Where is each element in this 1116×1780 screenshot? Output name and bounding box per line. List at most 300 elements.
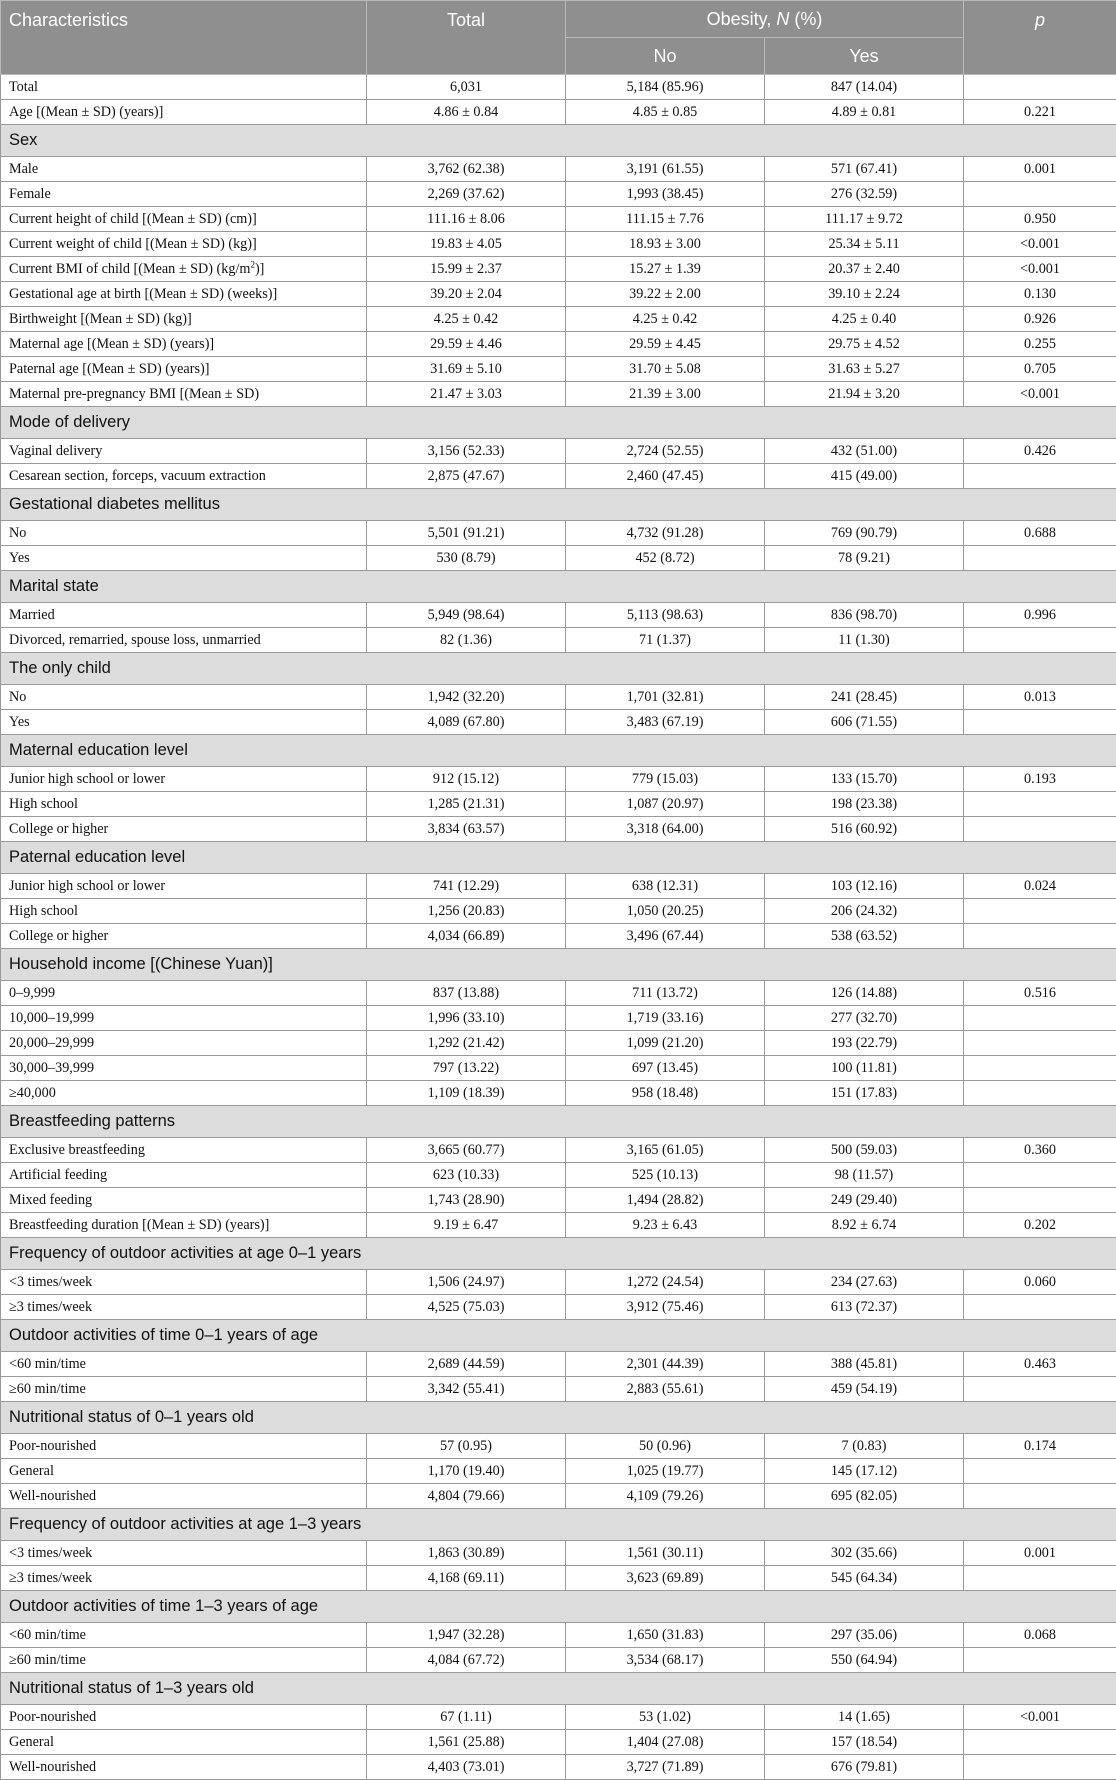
cell-no: 3,165 (61.05) bbox=[566, 1138, 765, 1163]
cell-yes: 29.75 ± 4.52 bbox=[765, 332, 964, 357]
cell-total: 3,762 (62.38) bbox=[367, 157, 566, 182]
cell-no: 2,883 (55.61) bbox=[566, 1377, 765, 1402]
cell-p: 0.202 bbox=[964, 1213, 1116, 1238]
cell-p: 0.950 bbox=[964, 207, 1116, 232]
cell-total: 1,109 (18.39) bbox=[367, 1081, 566, 1106]
cell-p: <0.001 bbox=[964, 232, 1116, 257]
cell-total: 57 (0.95) bbox=[367, 1434, 566, 1459]
section-label: Nutritional status of 1–3 years old bbox=[1, 1673, 1116, 1705]
cell-yes: 25.34 ± 5.11 bbox=[765, 232, 964, 257]
cell-total: 1,947 (32.28) bbox=[367, 1623, 566, 1648]
table-row bbox=[1, 546, 1116, 571]
cell-no: 4,109 (79.26) bbox=[566, 1484, 765, 1509]
section-row bbox=[1, 653, 1116, 685]
cell-no: 111.15 ± 7.76 bbox=[566, 207, 765, 232]
section-label: Outdoor activities of time 0–1 years of age bbox=[1, 1320, 1116, 1352]
cell-no: 3,727 (71.89) bbox=[566, 1755, 765, 1780]
section-row bbox=[1, 489, 1116, 521]
header-p-label: p bbox=[1035, 10, 1045, 30]
cell-yes: 500 (59.03) bbox=[765, 1138, 964, 1163]
row-label: 0–9,999 bbox=[1, 981, 367, 1006]
section-row bbox=[1, 1509, 1116, 1541]
section-row bbox=[1, 735, 1116, 767]
cell-total: 29.59 ± 4.46 bbox=[367, 332, 566, 357]
section-row bbox=[1, 1673, 1116, 1705]
table-row bbox=[1, 307, 1116, 332]
header-obesity-suffix: (%) bbox=[789, 9, 822, 29]
cell-yes: 613 (72.37) bbox=[765, 1295, 964, 1320]
cell-total: 1,506 (24.97) bbox=[367, 1270, 566, 1295]
cell-no: 5,113 (98.63) bbox=[566, 603, 765, 628]
row-label: High school bbox=[1, 899, 367, 924]
cell-yes: 126 (14.88) bbox=[765, 981, 964, 1006]
table-row bbox=[1, 899, 1116, 924]
cell-total: 1,863 (30.89) bbox=[367, 1541, 566, 1566]
cell-yes: 98 (11.57) bbox=[765, 1163, 964, 1188]
table-row bbox=[1, 1081, 1116, 1106]
cell-no: 3,483 (67.19) bbox=[566, 710, 765, 735]
cell-no: 3,623 (69.89) bbox=[566, 1566, 765, 1591]
header-obesity-prefix: Obesity, bbox=[707, 9, 777, 29]
cell-yes: 234 (27.63) bbox=[765, 1270, 964, 1295]
header-obesity-n: N bbox=[776, 9, 789, 29]
cell-total: 9.19 ± 6.47 bbox=[367, 1213, 566, 1238]
table-row bbox=[1, 1705, 1116, 1730]
row-label: <3 times/week bbox=[1, 1270, 367, 1295]
cell-total: 21.47 ± 3.03 bbox=[367, 382, 566, 407]
cell-no: 1,494 (28.82) bbox=[566, 1188, 765, 1213]
cell-p: 0.688 bbox=[964, 521, 1116, 546]
cell-no: 1,993 (38.45) bbox=[566, 182, 765, 207]
cell-no: 1,404 (27.08) bbox=[566, 1730, 765, 1755]
cell-yes: 550 (64.94) bbox=[765, 1648, 964, 1673]
row-label: Married bbox=[1, 603, 367, 628]
cell-total: 5,501 (91.21) bbox=[367, 521, 566, 546]
cell-p bbox=[964, 546, 1116, 571]
table-row bbox=[1, 1163, 1116, 1188]
cell-p: 0.001 bbox=[964, 1541, 1116, 1566]
cell-p bbox=[964, 792, 1116, 817]
table-row bbox=[1, 332, 1116, 357]
cell-yes: 21.94 ± 3.20 bbox=[765, 382, 964, 407]
table-row bbox=[1, 1270, 1116, 1295]
row-label: Yes bbox=[1, 710, 367, 735]
cell-yes: 133 (15.70) bbox=[765, 767, 964, 792]
cell-no: 1,561 (30.11) bbox=[566, 1541, 765, 1566]
row-label: Cesarean section, forceps, vacuum extraction bbox=[1, 464, 367, 489]
table-row bbox=[1, 628, 1116, 653]
header-obesity bbox=[566, 1, 964, 38]
row-label: Current weight of child [(Mean ± SD) (kg)] bbox=[1, 232, 367, 257]
table-row bbox=[1, 1295, 1116, 1320]
table-row bbox=[1, 182, 1116, 207]
table-row bbox=[1, 1377, 1116, 1402]
table-row bbox=[1, 75, 1116, 100]
cell-total: 1,942 (32.20) bbox=[367, 685, 566, 710]
row-label: Junior high school or lower bbox=[1, 767, 367, 792]
cell-no: 638 (12.31) bbox=[566, 874, 765, 899]
cell-total: 4,403 (73.01) bbox=[367, 1755, 566, 1780]
section-label: Gestational diabetes mellitus bbox=[1, 489, 1116, 521]
cell-p bbox=[964, 817, 1116, 842]
cell-total: 741 (12.29) bbox=[367, 874, 566, 899]
row-label bbox=[1, 257, 367, 282]
table-row bbox=[1, 603, 1116, 628]
table-row bbox=[1, 1031, 1116, 1056]
cell-yes: 432 (51.00) bbox=[765, 439, 964, 464]
cell-total: 39.20 ± 2.04 bbox=[367, 282, 566, 307]
cell-yes: 606 (71.55) bbox=[765, 710, 964, 735]
table-row bbox=[1, 981, 1116, 1006]
cell-no: 9.23 ± 6.43 bbox=[566, 1213, 765, 1238]
table-row bbox=[1, 1056, 1116, 1081]
cell-yes: 847 (14.04) bbox=[765, 75, 964, 100]
row-label: No bbox=[1, 685, 367, 710]
cell-no: 39.22 ± 2.00 bbox=[566, 282, 765, 307]
table-row bbox=[1, 1352, 1116, 1377]
cell-no: 21.39 ± 3.00 bbox=[566, 382, 765, 407]
cell-no: 15.27 ± 1.39 bbox=[566, 257, 765, 282]
cell-yes: 241 (28.45) bbox=[765, 685, 964, 710]
cell-p bbox=[964, 1163, 1116, 1188]
row-label: <3 times/week bbox=[1, 1541, 367, 1566]
cell-total: 1,743 (28.90) bbox=[367, 1188, 566, 1213]
row-label: General bbox=[1, 1730, 367, 1755]
cell-no: 3,912 (75.46) bbox=[566, 1295, 765, 1320]
table-row bbox=[1, 924, 1116, 949]
cell-no: 1,050 (20.25) bbox=[566, 899, 765, 924]
cell-yes: 459 (54.19) bbox=[765, 1377, 964, 1402]
cell-no: 3,534 (68.17) bbox=[566, 1648, 765, 1673]
table-row bbox=[1, 1566, 1116, 1591]
cell-yes: 111.17 ± 9.72 bbox=[765, 207, 964, 232]
cell-no: 1,087 (20.97) bbox=[566, 792, 765, 817]
cell-total: 19.83 ± 4.05 bbox=[367, 232, 566, 257]
cell-yes: 206 (24.32) bbox=[765, 899, 964, 924]
row-label: Gestational age at birth [(Mean ± SD) (weeks)] bbox=[1, 282, 367, 307]
row-label: Paternal age [(Mean ± SD) (years)] bbox=[1, 357, 367, 382]
section-label: Outdoor activities of time 1–3 years of age bbox=[1, 1591, 1116, 1623]
table-row bbox=[1, 257, 1116, 282]
row-label: Poor-nourished bbox=[1, 1705, 367, 1730]
cell-total: 623 (10.33) bbox=[367, 1163, 566, 1188]
cell-no: 3,496 (67.44) bbox=[566, 924, 765, 949]
cell-yes: 695 (82.05) bbox=[765, 1484, 964, 1509]
table-row bbox=[1, 100, 1116, 125]
header-no: No bbox=[566, 38, 765, 75]
table-row bbox=[1, 1730, 1116, 1755]
cell-yes: 249 (29.40) bbox=[765, 1188, 964, 1213]
cell-p: 0.130 bbox=[964, 282, 1116, 307]
cell-p bbox=[964, 75, 1116, 100]
header-row-1 bbox=[1, 1, 1116, 38]
table-row bbox=[1, 464, 1116, 489]
cell-p: 0.463 bbox=[964, 1352, 1116, 1377]
cell-no: 2,724 (52.55) bbox=[566, 439, 765, 464]
table-row bbox=[1, 232, 1116, 257]
row-label: Vaginal delivery bbox=[1, 439, 367, 464]
cell-total: 82 (1.36) bbox=[367, 628, 566, 653]
row-label: ≥40,000 bbox=[1, 1081, 367, 1106]
row-label: Poor-nourished bbox=[1, 1434, 367, 1459]
row-label: Artificial feeding bbox=[1, 1163, 367, 1188]
cell-yes: 276 (32.59) bbox=[765, 182, 964, 207]
cell-p: 0.174 bbox=[964, 1434, 1116, 1459]
cell-yes: 198 (23.38) bbox=[765, 792, 964, 817]
cell-total: 4,034 (66.89) bbox=[367, 924, 566, 949]
cell-p bbox=[964, 182, 1116, 207]
table-row bbox=[1, 282, 1116, 307]
cell-no: 1,272 (24.54) bbox=[566, 1270, 765, 1295]
cell-total: 2,875 (47.67) bbox=[367, 464, 566, 489]
cell-total: 67 (1.11) bbox=[367, 1705, 566, 1730]
cell-yes: 836 (98.70) bbox=[765, 603, 964, 628]
cell-p: <0.001 bbox=[964, 257, 1116, 282]
cell-p: 0.060 bbox=[964, 1270, 1116, 1295]
section-label: Paternal education level bbox=[1, 842, 1116, 874]
cell-total: 2,269 (37.62) bbox=[367, 182, 566, 207]
cell-total: 912 (15.12) bbox=[367, 767, 566, 792]
row-label: Breastfeeding duration [(Mean ± SD) (years)] bbox=[1, 1213, 367, 1238]
cell-no: 31.70 ± 5.08 bbox=[566, 357, 765, 382]
row-label-text-after: )] bbox=[255, 261, 264, 277]
cell-no: 18.93 ± 3.00 bbox=[566, 232, 765, 257]
cell-yes: 676 (79.81) bbox=[765, 1755, 964, 1780]
row-label: Junior high school or lower bbox=[1, 874, 367, 899]
section-label: Frequency of outdoor activities at age 0–1 years bbox=[1, 1238, 1116, 1270]
cell-p: 0.193 bbox=[964, 767, 1116, 792]
cell-yes: 545 (64.34) bbox=[765, 1566, 964, 1591]
cell-total: 31.69 ± 5.10 bbox=[367, 357, 566, 382]
cell-yes: 31.63 ± 5.27 bbox=[765, 357, 964, 382]
table-row bbox=[1, 1484, 1116, 1509]
row-label: Female bbox=[1, 182, 367, 207]
cell-yes: 39.10 ± 2.24 bbox=[765, 282, 964, 307]
table-row bbox=[1, 521, 1116, 546]
row-label: Maternal pre-pregnancy BMI [(Mean ± SD) bbox=[1, 382, 367, 407]
cell-total: 4,804 (79.66) bbox=[367, 1484, 566, 1509]
cell-yes: 100 (11.81) bbox=[765, 1056, 964, 1081]
cell-no: 452 (8.72) bbox=[566, 546, 765, 571]
cell-p: 0.360 bbox=[964, 1138, 1116, 1163]
section-row bbox=[1, 125, 1116, 157]
cell-p: 0.426 bbox=[964, 439, 1116, 464]
table-row bbox=[1, 1213, 1116, 1238]
cell-p bbox=[964, 924, 1116, 949]
cell-p bbox=[964, 1459, 1116, 1484]
section-label: Frequency of outdoor activities at age 1–3 years bbox=[1, 1509, 1116, 1541]
cell-yes: 7 (0.83) bbox=[765, 1434, 964, 1459]
row-label: College or higher bbox=[1, 817, 367, 842]
cell-total: 3,156 (52.33) bbox=[367, 439, 566, 464]
cell-no: 53 (1.02) bbox=[566, 1705, 765, 1730]
cell-yes: 14 (1.65) bbox=[765, 1705, 964, 1730]
table-row bbox=[1, 1434, 1116, 1459]
row-label: Yes bbox=[1, 546, 367, 571]
cell-p: <0.001 bbox=[964, 382, 1116, 407]
table-row bbox=[1, 1623, 1116, 1648]
section-label: Mode of delivery bbox=[1, 407, 1116, 439]
section-label: Breastfeeding patterns bbox=[1, 1106, 1116, 1138]
table-row bbox=[1, 767, 1116, 792]
section-label: Nutritional status of 0–1 years old bbox=[1, 1402, 1116, 1434]
cell-yes: 302 (35.66) bbox=[765, 1541, 964, 1566]
cell-total: 3,665 (60.77) bbox=[367, 1138, 566, 1163]
cell-yes: 297 (35.06) bbox=[765, 1623, 964, 1648]
row-label: Current height of child [(Mean ± SD) (cm)] bbox=[1, 207, 367, 232]
cell-no: 1,099 (21.20) bbox=[566, 1031, 765, 1056]
cell-p: 0.013 bbox=[964, 685, 1116, 710]
cell-no: 958 (18.48) bbox=[566, 1081, 765, 1106]
row-label: General bbox=[1, 1459, 367, 1484]
cell-no: 779 (15.03) bbox=[566, 767, 765, 792]
cell-no: 29.59 ± 4.45 bbox=[566, 332, 765, 357]
cell-p: 0.221 bbox=[964, 100, 1116, 125]
cell-yes: 571 (67.41) bbox=[765, 157, 964, 182]
cell-total: 797 (13.22) bbox=[367, 1056, 566, 1081]
cell-total: 3,834 (63.57) bbox=[367, 817, 566, 842]
cell-total: 1,170 (19.40) bbox=[367, 1459, 566, 1484]
section-row bbox=[1, 949, 1116, 981]
table-body bbox=[1, 75, 1116, 1780]
section-label: Marital state bbox=[1, 571, 1116, 603]
cell-yes: 193 (22.79) bbox=[765, 1031, 964, 1056]
cell-no: 1,701 (32.81) bbox=[566, 685, 765, 710]
cell-yes: 415 (49.00) bbox=[765, 464, 964, 489]
cell-total: 1,292 (21.42) bbox=[367, 1031, 566, 1056]
section-label: Sex bbox=[1, 125, 1116, 157]
cell-total: 3,342 (55.41) bbox=[367, 1377, 566, 1402]
table-row bbox=[1, 710, 1116, 735]
cell-no: 3,191 (61.55) bbox=[566, 157, 765, 182]
section-row bbox=[1, 1106, 1116, 1138]
cell-no: 2,301 (44.39) bbox=[566, 1352, 765, 1377]
cell-p bbox=[964, 1377, 1116, 1402]
row-label: College or higher bbox=[1, 924, 367, 949]
cell-total: 4,525 (75.03) bbox=[367, 1295, 566, 1320]
cell-total: 837 (13.88) bbox=[367, 981, 566, 1006]
cell-total: 15.99 ± 2.37 bbox=[367, 257, 566, 282]
cell-no: 4,732 (91.28) bbox=[566, 521, 765, 546]
cell-yes: 4.25 ± 0.40 bbox=[765, 307, 964, 332]
table-row bbox=[1, 1459, 1116, 1484]
cell-p bbox=[964, 628, 1116, 653]
row-label: <60 min/time bbox=[1, 1623, 367, 1648]
cell-yes: 103 (12.16) bbox=[765, 874, 964, 899]
cell-p: 0.516 bbox=[964, 981, 1116, 1006]
cell-p bbox=[964, 1188, 1116, 1213]
cell-total: 1,561 (25.88) bbox=[367, 1730, 566, 1755]
cell-total: 111.16 ± 8.06 bbox=[367, 207, 566, 232]
row-label: Well-nourished bbox=[1, 1755, 367, 1780]
section-label: Maternal education level bbox=[1, 735, 1116, 767]
row-label: Well-nourished bbox=[1, 1484, 367, 1509]
cell-p: 0.926 bbox=[964, 307, 1116, 332]
cell-no: 4.85 ± 0.85 bbox=[566, 100, 765, 125]
section-row bbox=[1, 571, 1116, 603]
cell-total: 1,285 (21.31) bbox=[367, 792, 566, 817]
cell-yes: 538 (63.52) bbox=[765, 924, 964, 949]
cell-p bbox=[964, 1006, 1116, 1031]
cell-no: 50 (0.96) bbox=[566, 1434, 765, 1459]
row-label: Maternal age [(Mean ± SD) (years)] bbox=[1, 332, 367, 357]
header-yes: Yes bbox=[765, 38, 964, 75]
cell-total: 4,168 (69.11) bbox=[367, 1566, 566, 1591]
section-row bbox=[1, 1238, 1116, 1270]
row-label: ≥3 times/week bbox=[1, 1566, 367, 1591]
header-characteristics: Characteristics bbox=[1, 1, 367, 75]
row-label: 20,000–29,999 bbox=[1, 1031, 367, 1056]
cell-yes: 769 (90.79) bbox=[765, 521, 964, 546]
row-label: ≥60 min/time bbox=[1, 1377, 367, 1402]
cell-yes: 8.92 ± 6.74 bbox=[765, 1213, 964, 1238]
cell-p bbox=[964, 710, 1116, 735]
cell-p bbox=[964, 1730, 1116, 1755]
cell-yes: 157 (18.54) bbox=[765, 1730, 964, 1755]
row-label: Exclusive breastfeeding bbox=[1, 1138, 367, 1163]
cell-p: <0.001 bbox=[964, 1705, 1116, 1730]
cell-p bbox=[964, 1755, 1116, 1780]
table-row bbox=[1, 357, 1116, 382]
section-label: Household income [(Chinese Yuan)] bbox=[1, 949, 1116, 981]
cell-yes: 388 (45.81) bbox=[765, 1352, 964, 1377]
table-row bbox=[1, 1188, 1116, 1213]
cell-total: 6,031 bbox=[367, 75, 566, 100]
table-row bbox=[1, 1006, 1116, 1031]
table-row bbox=[1, 1648, 1116, 1673]
cell-p bbox=[964, 899, 1116, 924]
cell-no: 71 (1.37) bbox=[566, 628, 765, 653]
cell-p bbox=[964, 1295, 1116, 1320]
cell-no: 1,650 (31.83) bbox=[566, 1623, 765, 1648]
table-header bbox=[1, 1, 1116, 75]
section-row bbox=[1, 1402, 1116, 1434]
cell-total: 4.25 ± 0.42 bbox=[367, 307, 566, 332]
cell-no: 2,460 (47.45) bbox=[566, 464, 765, 489]
table-row bbox=[1, 792, 1116, 817]
cell-no: 1,719 (33.16) bbox=[566, 1006, 765, 1031]
cell-total: 4.86 ± 0.84 bbox=[367, 100, 566, 125]
row-label: Birthweight [(Mean ± SD) (kg)] bbox=[1, 307, 367, 332]
row-label: Total bbox=[1, 75, 367, 100]
table-row bbox=[1, 1138, 1116, 1163]
row-label: 30,000–39,999 bbox=[1, 1056, 367, 1081]
cell-p: 0.255 bbox=[964, 332, 1116, 357]
cell-total: 4,089 (67.80) bbox=[367, 710, 566, 735]
table-row bbox=[1, 157, 1116, 182]
cell-yes: 151 (17.83) bbox=[765, 1081, 964, 1106]
cell-no: 711 (13.72) bbox=[566, 981, 765, 1006]
cell-p: 0.996 bbox=[964, 603, 1116, 628]
row-label: No bbox=[1, 521, 367, 546]
cell-no: 697 (13.45) bbox=[566, 1056, 765, 1081]
table-row bbox=[1, 207, 1116, 232]
cell-yes: 20.37 ± 2.40 bbox=[765, 257, 964, 282]
table-row bbox=[1, 1541, 1116, 1566]
cell-total: 1,256 (20.83) bbox=[367, 899, 566, 924]
row-label: 10,000–19,999 bbox=[1, 1006, 367, 1031]
cell-p bbox=[964, 1081, 1116, 1106]
cell-total: 5,949 (98.64) bbox=[367, 603, 566, 628]
row-label: High school bbox=[1, 792, 367, 817]
section-label: The only child bbox=[1, 653, 1116, 685]
cell-p: 0.705 bbox=[964, 357, 1116, 382]
cell-yes: 516 (60.92) bbox=[765, 817, 964, 842]
cell-yes: 78 (9.21) bbox=[765, 546, 964, 571]
cell-total: 1,996 (33.10) bbox=[367, 1006, 566, 1031]
section-row bbox=[1, 1320, 1116, 1352]
cell-p: 0.024 bbox=[964, 874, 1116, 899]
